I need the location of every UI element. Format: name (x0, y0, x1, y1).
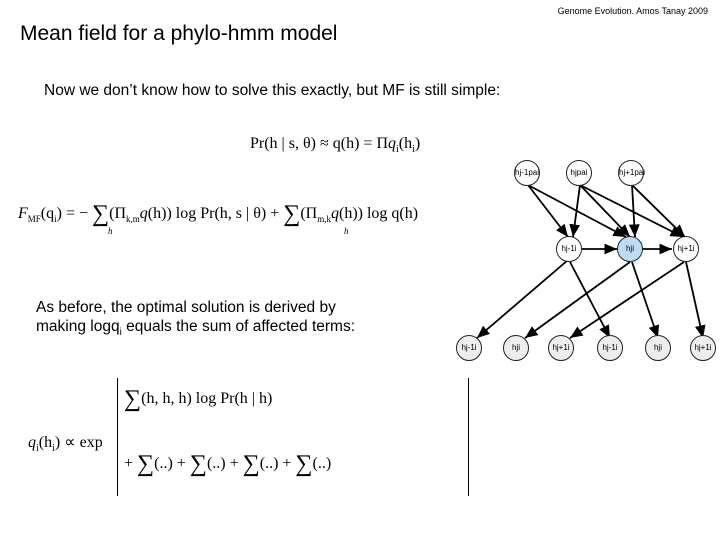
eq1-hi: (h (398, 135, 413, 152)
eq2-sum2: ∑ (283, 201, 301, 227)
eq2-F: F (18, 205, 28, 222)
eq3-row1 (124, 383, 272, 410)
note-line-2-suffix: equals the sum of affected terms: (121, 318, 356, 335)
eq2-term2-sub: m,k (317, 214, 331, 225)
eq3-q: q (28, 434, 36, 451)
eq2-term2-log: )) log q(h) (352, 205, 419, 222)
eq2-sum1: ∑ (92, 201, 110, 227)
eq3-row2-plus: + (124, 455, 134, 472)
eq3-row1-given: | h (247, 390, 267, 407)
eq3-row1-sum: ∑ (124, 386, 142, 412)
eq3-row1-log: ) log Pr(h (186, 390, 248, 407)
eq2-q: (q (40, 205, 55, 222)
node-bottom-6: hj+1i (690, 335, 716, 361)
eq3-q-sub: i (36, 443, 39, 455)
eq3-row2 (124, 448, 331, 475)
eq3-arg: (h (38, 434, 53, 451)
eq2-MF: MF (27, 214, 41, 225)
eq3-row1-mid2: , h (170, 390, 187, 407)
eq2-term1-q: q (139, 205, 148, 222)
eq3-row2-plus2: + (229, 455, 239, 472)
eq1-q: q (388, 135, 396, 152)
node-bottom-2: hji (503, 335, 529, 361)
node-mid-1: hj-1i (556, 236, 582, 262)
eq2-term1: (Π (109, 205, 127, 222)
eq1-i-sub2: i (412, 144, 415, 156)
slide-title: Mean field for a phylo-hmm model (20, 22, 338, 45)
eq3-row2-sum3: ∑ (242, 451, 260, 477)
eq1-close: ) (414, 135, 421, 152)
eq3-lhs (28, 432, 103, 454)
eq3-row2-sum4: ∑ (295, 451, 313, 477)
node-bottom-1: hj-1i (456, 335, 482, 361)
eq3-row2-dots4: (..) (312, 455, 332, 472)
node-top-3: hj+1pai (618, 160, 644, 186)
equation-free-energy (18, 198, 418, 225)
eq2-term1-sub: k,m (126, 214, 140, 225)
eq3-close: ) ∝ exp (54, 434, 103, 451)
header-credit: Genome Evolution. Amos Tanay 2009 (557, 6, 708, 16)
node-top-2: hjpai (566, 160, 592, 186)
eq2-term2-q: q (330, 205, 339, 222)
node-mid-2: hji (617, 236, 643, 262)
eq3-row2-sum2: ∑ (189, 451, 207, 477)
eq3-row2-sum1: ∑ (137, 451, 155, 477)
equation-mean-field-approx (250, 135, 420, 155)
eq3-row2-plus3: + (282, 455, 292, 472)
note-line-2 (36, 317, 436, 342)
eq2-sum-sub1: h (108, 226, 113, 236)
note-line-2-prefix: making logq (36, 318, 120, 335)
eq3-row2-dots3: (..) (259, 455, 279, 472)
eq2-term1-log: )) log Pr(h, s | θ) + (161, 205, 280, 222)
note-line-2-sub: i (119, 327, 122, 339)
eq3-row2-plus1: + (176, 455, 186, 472)
node-top-1: hj-1pai (514, 160, 540, 186)
eq2-term2: (Π (300, 205, 318, 222)
eq3-row2-dots2: (..) (206, 455, 226, 472)
node-bottom-5: hji (645, 335, 671, 361)
eq2-sum-sub2: h (344, 226, 349, 236)
node-bottom-3: hj+1i (548, 335, 574, 361)
eq2-eq: ) = − (56, 205, 89, 222)
eq2-q-i: i (54, 214, 57, 225)
node-bottom-4: hj-1i (597, 335, 623, 361)
eq1-lhs: Pr(h | s, θ) ≈ q(h) = Π (250, 135, 388, 152)
eq3-row2-dots1: (..) (154, 455, 173, 472)
intro-text: Now we don’t know how to solve this exactly, but MF is still simple: (44, 82, 501, 99)
note-text (36, 298, 436, 342)
eq3-row1-end: ) (266, 390, 273, 407)
eq1-i-sub: i (396, 144, 399, 156)
eq3-row1-h: (h (141, 390, 155, 407)
eq3-arg-sub: i (52, 443, 55, 455)
eq3-row1-mid: , h (154, 390, 171, 407)
note-line-1: As before, the optimal solution is derived by (36, 299, 336, 316)
eq2-term2-h: (h (338, 205, 353, 222)
node-mid-3: hj+1i (673, 236, 699, 262)
eq2-term1-h: (h (147, 205, 162, 222)
